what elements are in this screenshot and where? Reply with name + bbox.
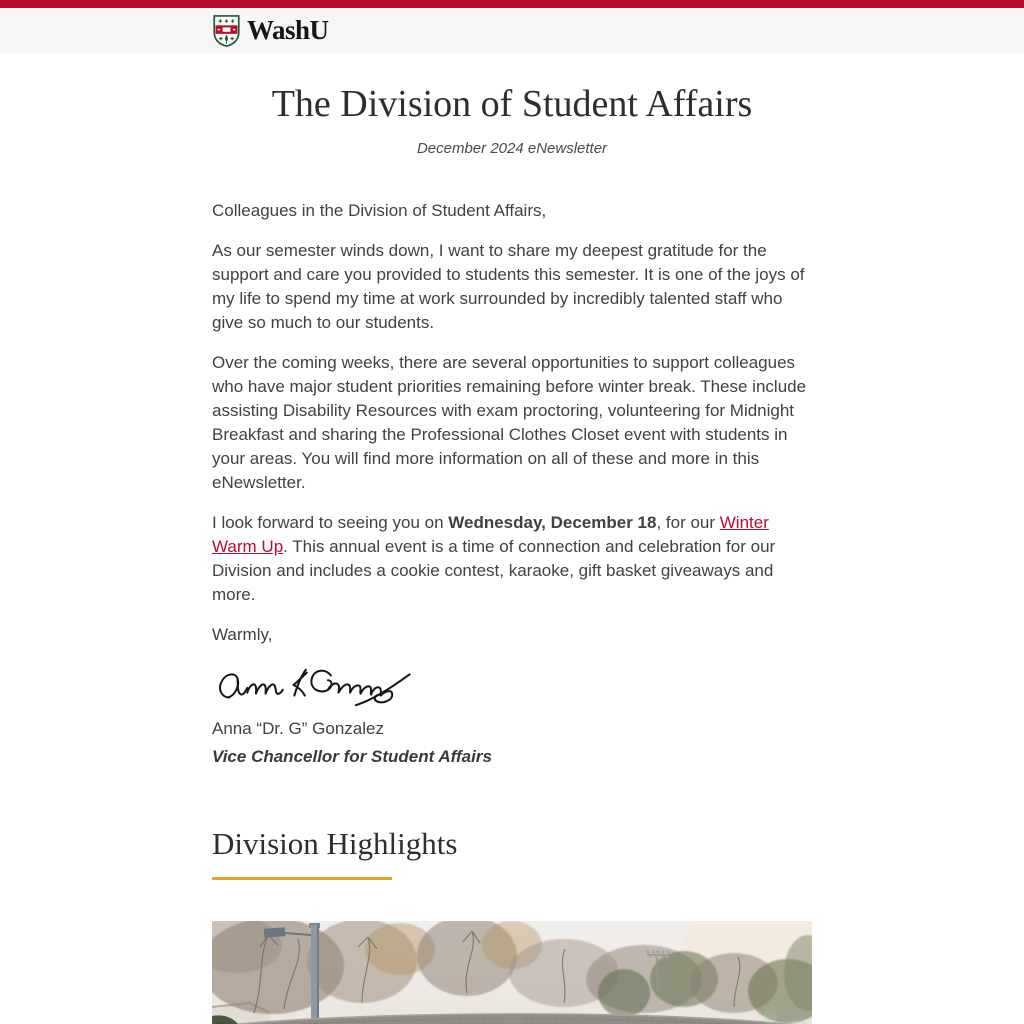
campus-building-photo (212, 921, 812, 1024)
washu-wordmark: WashU (247, 15, 329, 45)
text-segment-mid: , for our (656, 512, 720, 532)
section-heading-division-highlights: Division Highlights (212, 825, 458, 861)
newsletter-body (212, 83, 812, 1024)
newsletter-title: The Division of Student Affairs (271, 83, 753, 125)
text-segment-after: . This annual event is a time of connection and celebration for our Division and includes a cookie contest, karaoke, gift basket giveaways and more. (212, 536, 776, 604)
signer-title: Vice Chancellor for Student Affairs (212, 746, 492, 766)
text-segment-before: I look forward to seeing you on (212, 512, 449, 532)
signer-name: Anna “Dr. G” Gonzalez (212, 718, 384, 738)
paragraph-winter-warm-up (212, 511, 812, 607)
paragraph-gratitude: As our semester winds down, I want to share my deepest gratitude for the support and care you provided to students this semester. It is one of the joys of my life to spend my time at work surrounded by incredibly talented staff who give so much to our students. (212, 240, 805, 332)
handwritten-signature-icon (212, 661, 417, 709)
washu-logo-link[interactable] (212, 15, 329, 47)
paragraph-opportunities: Over the coming weeks, there are several opportunities to support colleagues who have major student priorities remaining before winter break. These include assisting Disability Resources with exam proctoring, volunteering for Midnight Breakfast and sharing the Professional Clothes Closet event with students in your areas. You will find more information on all of these and more in this eNewsletter. (212, 352, 807, 492)
newsletter-subtitle: December 2024 eNewsletter (416, 139, 608, 157)
highlight-photo (212, 921, 812, 1024)
header (0, 8, 1024, 53)
closing: Warmly, (212, 624, 273, 644)
top-accent-bar (0, 0, 1024, 8)
event-date-bold: Wednesday, December 18 (448, 512, 657, 532)
signature-image (212, 661, 417, 709)
winter-warm-up-link[interactable]: Winter Warm Up (212, 512, 769, 556)
gold-divider (212, 877, 392, 880)
washu-shield-icon (212, 15, 241, 47)
salutation: Colleagues in the Division of Student Affairs, (212, 200, 547, 220)
